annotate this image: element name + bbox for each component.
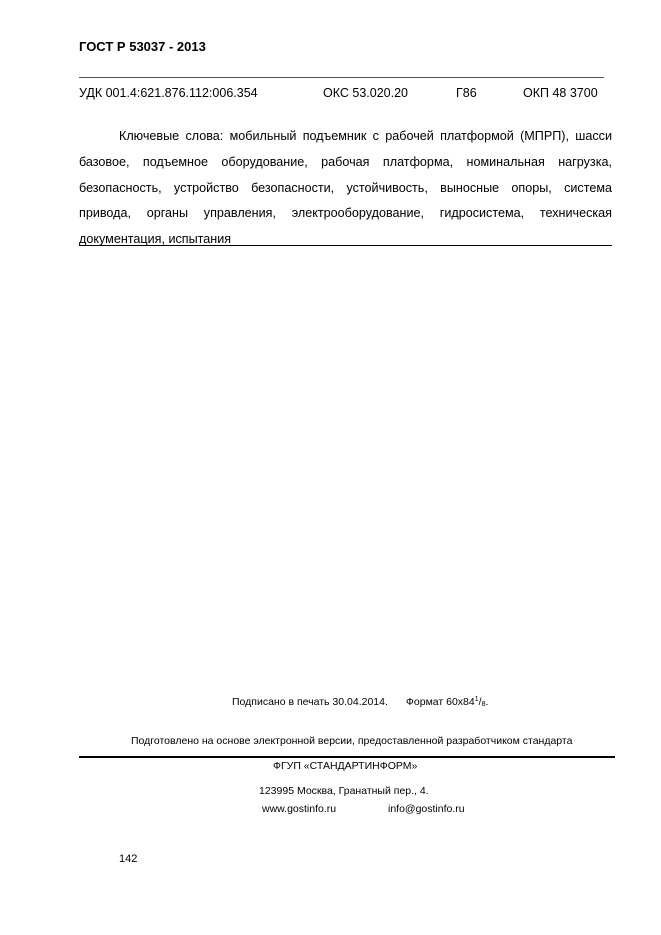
signed-date: Подписано в печать 30.04.2014. xyxy=(232,696,388,708)
document-header: ГОСТ Р 53037 - 2013 xyxy=(79,39,206,54)
publisher-address: 123995 Москва, Гранатный пер., 4. xyxy=(259,785,429,797)
page-number: 142 xyxy=(119,853,138,865)
udk-code: УДК 001.4:621.876.112:006.354 xyxy=(79,86,258,100)
imprint-divider xyxy=(79,756,615,758)
header-divider xyxy=(79,77,604,78)
print-signature-line: Подписано в печать 30.04.2014. Формат $60х84^1/_8$. xyxy=(232,696,489,708)
publisher-email: info@gostinfo.ru xyxy=(388,803,465,815)
publisher-name: ФГУП «СТАНДАРТИНФОРМ» xyxy=(273,760,418,772)
format-numerator: 1 xyxy=(474,696,479,703)
format-label: Формат 60х84 xyxy=(405,696,475,708)
oks-code: ОКС 53.020.20 xyxy=(323,86,408,100)
okp-code: ОКП 48 3700 xyxy=(523,86,598,100)
format-denominator: 8 xyxy=(481,701,486,708)
prepared-note: Подготовлено на основе электронной версии, предоставленной разработчиком стандарта xyxy=(131,735,573,747)
keywords-paragraph: Ключевые слова: мобильный подъемник с рабочей платформой (МПРП), шасси базовое, подъемное оборудование, рабочая платформа, номинальная нагрузка, безопасность, устройство безопасности, устойчивость, выносные опоры, система привода, органы управления, электрооборудование, гидросистема, техническая документация, испытания xyxy=(79,129,612,247)
publisher-website: www.gostinfo.ru xyxy=(262,803,337,815)
keywords-divider xyxy=(79,245,612,246)
format-end: . xyxy=(485,696,489,708)
group-code: Г86 xyxy=(456,86,477,100)
